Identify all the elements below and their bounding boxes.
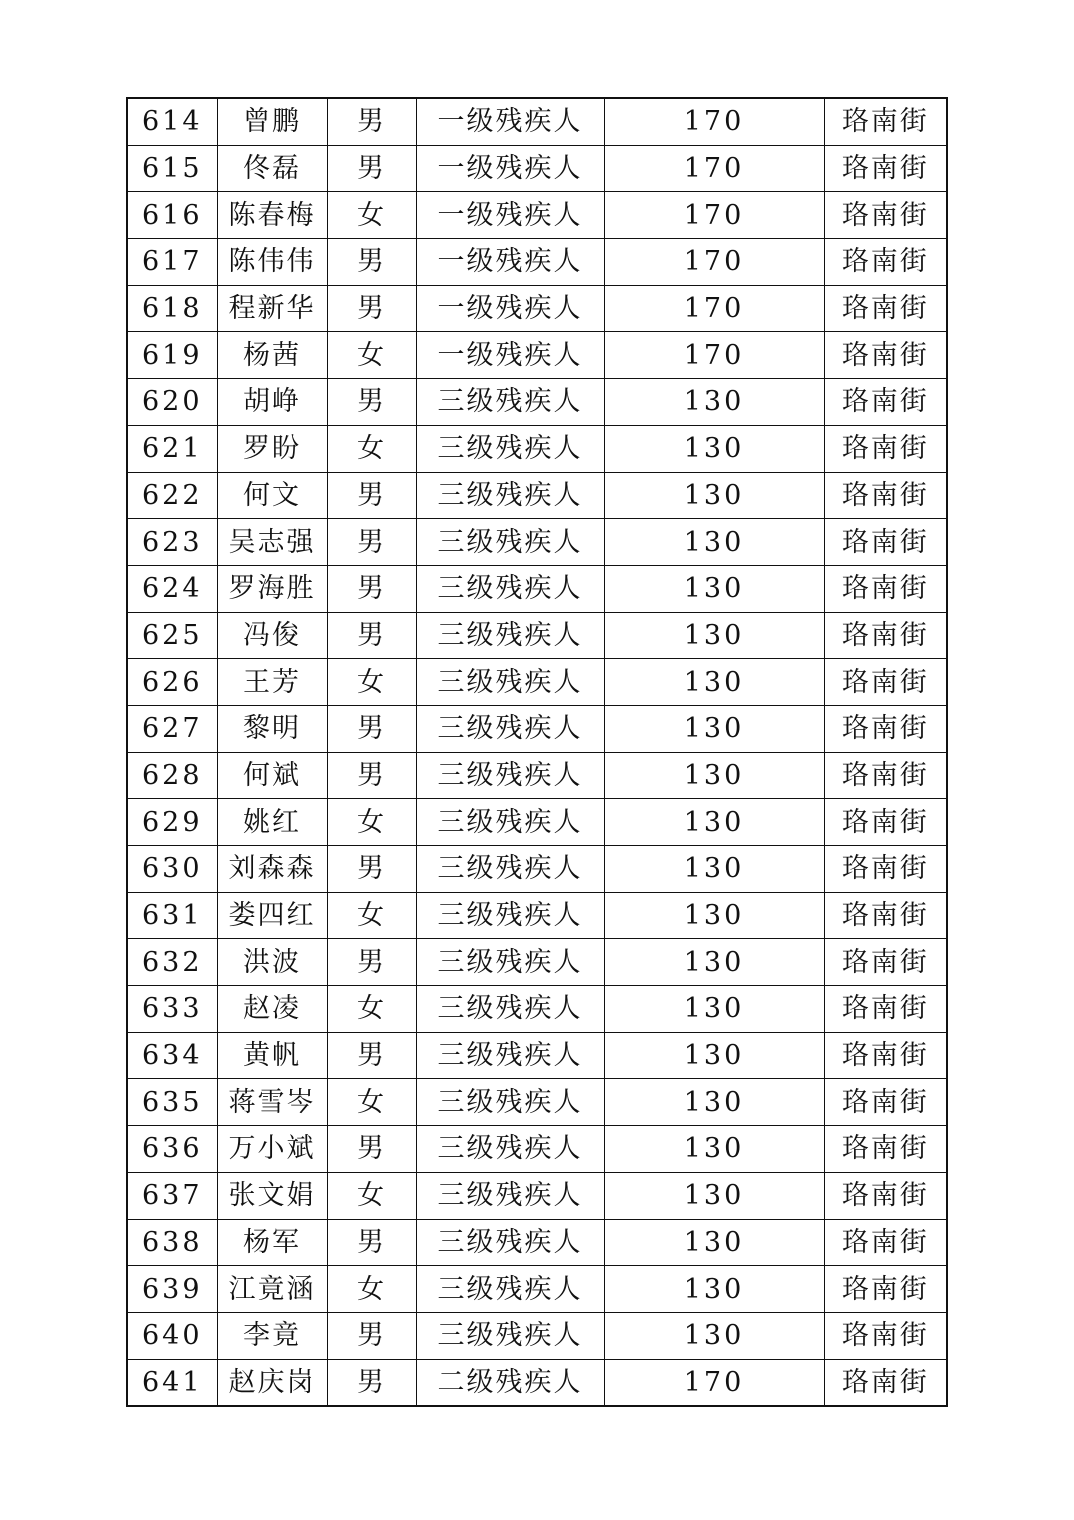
name-cell: 何文 [217,472,327,519]
row-number-cell: 638 [127,1219,217,1266]
amount-cell: 130 [604,379,824,426]
row-number-cell: 624 [127,565,217,612]
row-number-cell: 631 [127,892,217,939]
gender-cell: 男 [327,1126,416,1173]
amount-cell: 170 [604,1359,824,1406]
row-number-cell: 640 [127,1312,217,1359]
disability-level-cell: 一级残疾人 [416,239,604,286]
disability-level-cell: 三级残疾人 [416,986,604,1033]
amount-cell: 130 [604,472,824,519]
row-number-cell: 625 [127,612,217,659]
disability-level-cell: 三级残疾人 [416,1219,604,1266]
street-cell: 珞南街 [824,1079,947,1126]
street-cell: 珞南街 [824,659,947,706]
disability-level-cell: 三级残疾人 [416,1032,604,1079]
amount-cell: 130 [604,1126,824,1173]
gender-cell: 女 [327,332,416,379]
amount-cell: 130 [604,986,824,1033]
table-row [127,659,947,706]
disability-level-cell: 三级残疾人 [416,379,604,426]
row-number-cell: 623 [127,519,217,566]
disability-level-cell: 一级残疾人 [416,285,604,332]
amount-cell: 130 [604,1219,824,1266]
table-row [127,425,947,472]
row-number-cell: 639 [127,1266,217,1313]
name-cell: 曾鹏 [217,98,327,145]
disability-level-cell: 三级残疾人 [416,939,604,986]
street-cell: 珞南街 [824,846,947,893]
name-cell: 陈春梅 [217,192,327,239]
disability-level-cell: 一级残疾人 [416,98,604,145]
disability-level-cell: 三级残疾人 [416,472,604,519]
street-cell: 珞南街 [824,892,947,939]
row-number-cell: 634 [127,1032,217,1079]
table-row [127,1359,947,1406]
street-cell: 珞南街 [824,332,947,379]
amount-cell: 170 [604,239,824,286]
street-cell: 珞南街 [824,1032,947,1079]
name-cell: 李竟 [217,1312,327,1359]
table-row [127,799,947,846]
amount-cell: 130 [604,846,824,893]
amount-cell: 130 [604,1266,824,1313]
disability-level-cell: 三级残疾人 [416,519,604,566]
street-cell: 珞南街 [824,98,947,145]
name-cell: 何斌 [217,752,327,799]
disability-level-cell: 三级残疾人 [416,1079,604,1126]
table-row [127,192,947,239]
amount-cell: 130 [604,425,824,472]
disability-level-cell: 三级残疾人 [416,612,604,659]
street-cell: 珞南街 [824,425,947,472]
table-row [127,986,947,1033]
disability-level-cell: 三级残疾人 [416,752,604,799]
amount-cell: 170 [604,145,824,192]
gender-cell: 男 [327,98,416,145]
disability-level-cell: 三级残疾人 [416,892,604,939]
row-number-cell: 637 [127,1172,217,1219]
street-cell: 珞南街 [824,1172,947,1219]
gender-cell: 男 [327,1032,416,1079]
gender-cell: 男 [327,519,416,566]
disability-level-cell: 一级残疾人 [416,192,604,239]
table-row [127,285,947,332]
disability-level-cell: 一级残疾人 [416,332,604,379]
disability-level-cell: 三级残疾人 [416,425,604,472]
street-cell: 珞南街 [824,472,947,519]
street-cell: 珞南街 [824,519,947,566]
row-number-cell: 626 [127,659,217,706]
gender-cell: 女 [327,986,416,1033]
name-cell: 王芳 [217,659,327,706]
name-cell: 胡峥 [217,379,327,426]
table-row [127,472,947,519]
subsidy-roster-table [126,97,948,1407]
table-row [127,332,947,379]
name-cell: 黎明 [217,705,327,752]
table-row [127,1126,947,1173]
row-number-cell: 629 [127,799,217,846]
gender-cell: 女 [327,425,416,472]
name-cell: 吴志强 [217,519,327,566]
disability-level-cell: 三级残疾人 [416,1312,604,1359]
row-number-cell: 632 [127,939,217,986]
table-row [127,846,947,893]
name-cell: 洪波 [217,939,327,986]
street-cell: 珞南街 [824,1359,947,1406]
amount-cell: 130 [604,659,824,706]
disability-level-cell: 三级残疾人 [416,565,604,612]
name-cell: 黄帆 [217,1032,327,1079]
amount-cell: 170 [604,98,824,145]
table-row [127,892,947,939]
row-number-cell: 615 [127,145,217,192]
row-number-cell: 630 [127,846,217,893]
street-cell: 珞南街 [824,192,947,239]
disability-level-cell: 三级残疾人 [416,659,604,706]
table-row [127,752,947,799]
amount-cell: 130 [604,1172,824,1219]
row-number-cell: 614 [127,98,217,145]
amount-cell: 130 [604,1032,824,1079]
street-cell: 珞南街 [824,1312,947,1359]
gender-cell: 男 [327,379,416,426]
row-number-cell: 641 [127,1359,217,1406]
amount-cell: 130 [604,752,824,799]
name-cell: 程新华 [217,285,327,332]
table-row [127,519,947,566]
name-cell: 陈伟伟 [217,239,327,286]
street-cell: 珞南街 [824,1266,947,1313]
amount-cell: 130 [604,1079,824,1126]
gender-cell: 男 [327,1312,416,1359]
street-cell: 珞南街 [824,799,947,846]
gender-cell: 男 [327,285,416,332]
name-cell: 张文娟 [217,1172,327,1219]
table-row [127,1312,947,1359]
roster-body [127,98,947,1406]
gender-cell: 女 [327,1172,416,1219]
table-row [127,1266,947,1313]
street-cell: 珞南街 [824,986,947,1033]
name-cell: 赵庆岗 [217,1359,327,1406]
amount-cell: 130 [604,565,824,612]
street-cell: 珞南街 [824,612,947,659]
name-cell: 罗盼 [217,425,327,472]
name-cell: 万小斌 [217,1126,327,1173]
disability-level-cell: 三级残疾人 [416,799,604,846]
table-row [127,1172,947,1219]
disability-level-cell: 二级残疾人 [416,1359,604,1406]
row-number-cell: 627 [127,705,217,752]
name-cell: 杨军 [217,1219,327,1266]
gender-cell: 女 [327,192,416,239]
gender-cell: 男 [327,472,416,519]
row-number-cell: 619 [127,332,217,379]
gender-cell: 女 [327,1079,416,1126]
table-row [127,239,947,286]
name-cell: 冯俊 [217,612,327,659]
gender-cell: 男 [327,939,416,986]
gender-cell: 男 [327,1359,416,1406]
street-cell: 珞南街 [824,705,947,752]
row-number-cell: 622 [127,472,217,519]
gender-cell: 女 [327,799,416,846]
name-cell: 江竟涵 [217,1266,327,1313]
disability-level-cell: 三级残疾人 [416,846,604,893]
street-cell: 珞南街 [824,939,947,986]
table-row [127,98,947,145]
gender-cell: 男 [327,752,416,799]
amount-cell: 170 [604,192,824,239]
gender-cell: 女 [327,659,416,706]
amount-cell: 130 [604,705,824,752]
gender-cell: 男 [327,145,416,192]
table-row [127,612,947,659]
table-row [127,705,947,752]
gender-cell: 男 [327,612,416,659]
name-cell: 刘森森 [217,846,327,893]
gender-cell: 男 [327,705,416,752]
gender-cell: 男 [327,565,416,612]
table-row [127,565,947,612]
street-cell: 珞南街 [824,285,947,332]
row-number-cell: 621 [127,425,217,472]
name-cell: 蒋雪岑 [217,1079,327,1126]
gender-cell: 男 [327,846,416,893]
row-number-cell: 618 [127,285,217,332]
disability-level-cell: 三级残疾人 [416,1266,604,1313]
row-number-cell: 620 [127,379,217,426]
row-number-cell: 628 [127,752,217,799]
name-cell: 杨茜 [217,332,327,379]
row-number-cell: 636 [127,1126,217,1173]
table-row [127,145,947,192]
name-cell: 姚红 [217,799,327,846]
table-row [127,1219,947,1266]
amount-cell: 130 [604,612,824,659]
table-row [127,1032,947,1079]
amount-cell: 130 [604,892,824,939]
street-cell: 珞南街 [824,752,947,799]
gender-cell: 男 [327,1219,416,1266]
name-cell: 佟磊 [217,145,327,192]
name-cell: 罗海胜 [217,565,327,612]
amount-cell: 130 [604,939,824,986]
gender-cell: 男 [327,239,416,286]
name-cell: 娄四红 [217,892,327,939]
row-number-cell: 633 [127,986,217,1033]
amount-cell: 170 [604,332,824,379]
name-cell: 赵凌 [217,986,327,1033]
amount-cell: 130 [604,1312,824,1359]
table-row [127,379,947,426]
table-row [127,939,947,986]
street-cell: 珞南街 [824,1126,947,1173]
disability-level-cell: 三级残疾人 [416,705,604,752]
row-number-cell: 635 [127,1079,217,1126]
amount-cell: 130 [604,519,824,566]
street-cell: 珞南街 [824,145,947,192]
street-cell: 珞南街 [824,379,947,426]
disability-level-cell: 一级残疾人 [416,145,604,192]
table-row [127,1079,947,1126]
amount-cell: 170 [604,285,824,332]
gender-cell: 女 [327,892,416,939]
gender-cell: 女 [327,1266,416,1313]
row-number-cell: 617 [127,239,217,286]
street-cell: 珞南街 [824,565,947,612]
amount-cell: 130 [604,799,824,846]
disability-level-cell: 三级残疾人 [416,1172,604,1219]
street-cell: 珞南街 [824,1219,947,1266]
disability-level-cell: 三级残疾人 [416,1126,604,1173]
row-number-cell: 616 [127,192,217,239]
street-cell: 珞南街 [824,239,947,286]
